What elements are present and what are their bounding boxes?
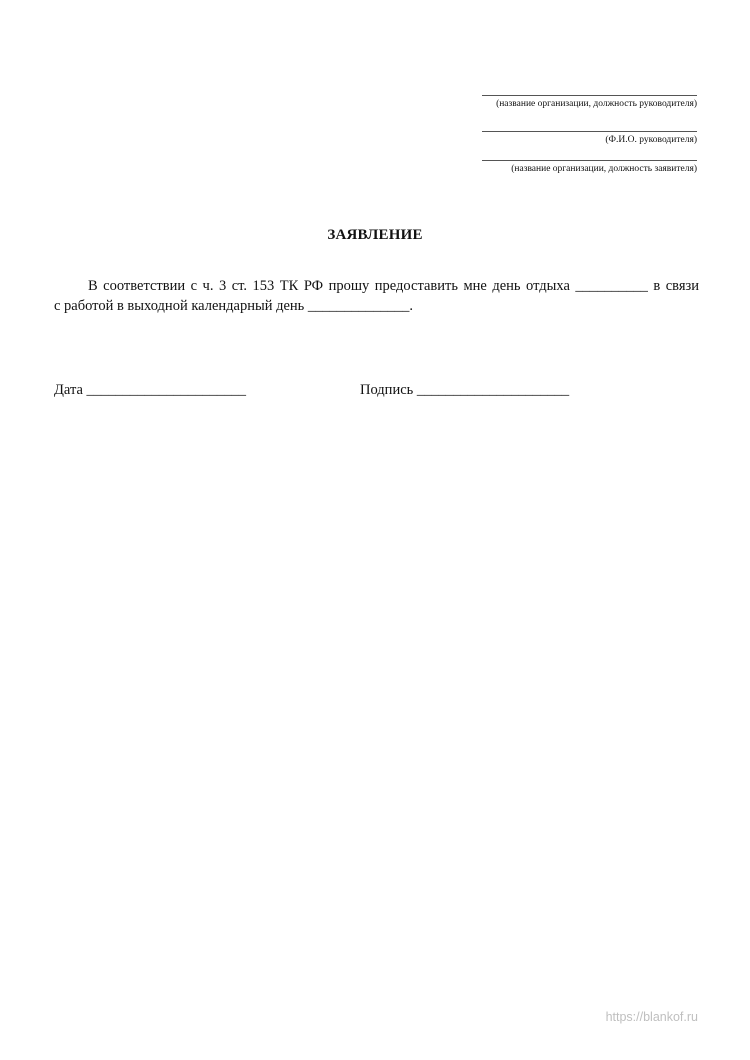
watermark-link[interactable]: https://blankof.ru	[605, 1010, 698, 1024]
director-name-caption: (Ф.И.О. руководителя)	[605, 135, 697, 145]
director-name-line	[482, 131, 697, 132]
date-field: Дата ______________________	[54, 382, 247, 398]
document-body	[54, 276, 699, 316]
org-director-block	[482, 95, 697, 110]
org-director-caption: (название организации, должность руководителя)	[496, 99, 697, 109]
body-line-1: В соответствии с ч. 3 ст. 153 ТК РФ прошу предоставить мне день отдыха __________ в связи	[88, 278, 699, 294]
body-line-2: с работой в выходной календарный день ______________.	[54, 298, 414, 314]
org-applicant-block	[482, 160, 697, 175]
org-applicant-caption: (название организации, должность заявителя)	[511, 164, 697, 174]
director-name-block	[482, 131, 697, 146]
document-title: ЗАЯВЛЕНИЕ	[327, 227, 423, 243]
org-applicant-line	[482, 160, 697, 161]
signature-field: Подпись _____________________	[360, 382, 570, 398]
org-director-line	[482, 95, 697, 96]
